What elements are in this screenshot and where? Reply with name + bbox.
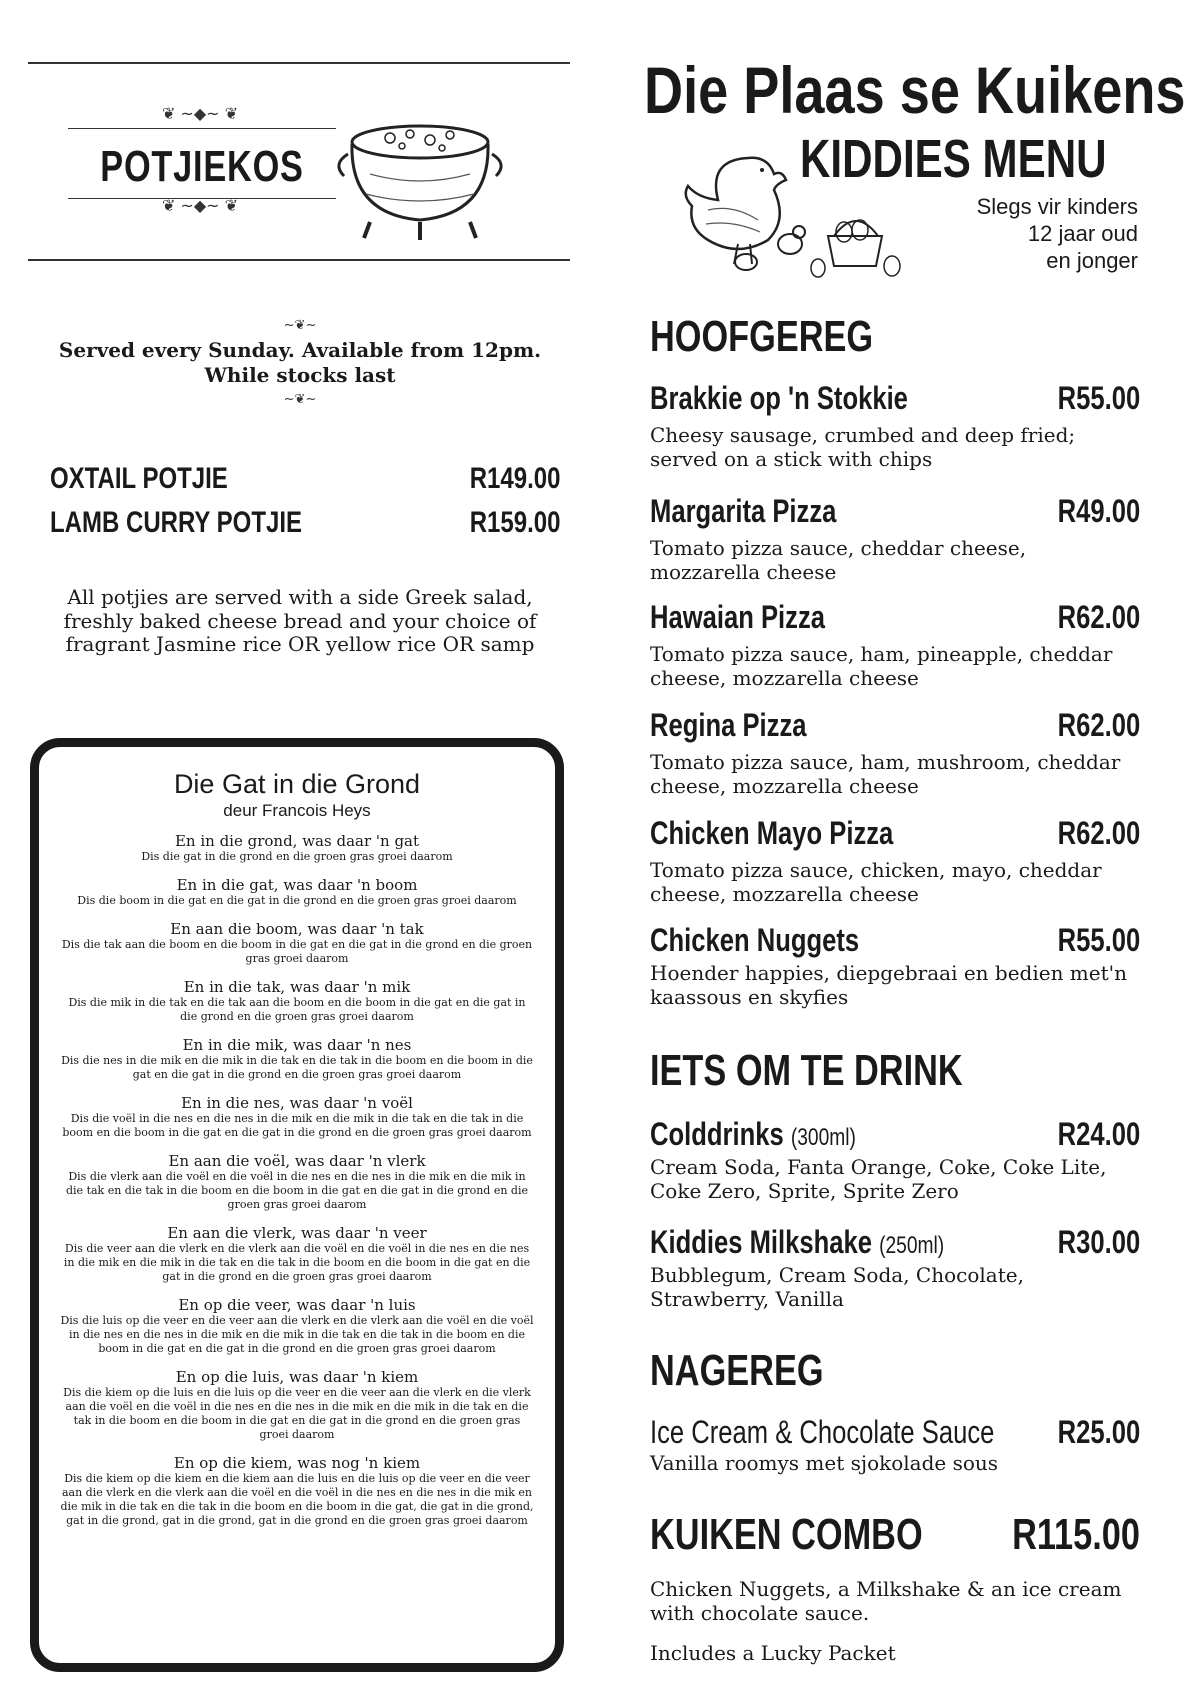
flourish-top: ❦ ~◆~ ❦	[161, 104, 239, 123]
item-name: Regina Pizza	[650, 707, 807, 743]
stanza-line: En in die nes, was daar 'n voël	[181, 1094, 413, 1112]
item-name: Ice Cream & Chocolate Sauce	[650, 1414, 995, 1450]
item-price: R55.00	[1057, 380, 1140, 416]
potjiekos-line-top	[68, 128, 336, 129]
poem-stanzas	[59, 833, 535, 1541]
item-description: Tomato pizza sauce, chicken, mayo, cheddar cheese, mozzarella cheese	[650, 858, 1102, 906]
combo-price: R115.00	[1012, 1510, 1140, 1559]
stanza-refrain: Dis die nes in die mik en die mik in die tak en die tak in die boom en die boom in die gat en die gat in die grond en die groen gras groei daarom	[61, 1054, 533, 1081]
poem-stanza	[59, 1297, 535, 1356]
stanza-line: En aan die voël, was daar 'n vlerk	[168, 1152, 426, 1170]
hen-and-chicks-illustration	[678, 140, 928, 280]
item-description: Tomato pizza sauce, ham, pineapple, cheddar cheese, mozzarella cheese	[650, 642, 1113, 690]
poem-stanza	[59, 877, 535, 908]
stanza-line: En in die mik, was daar 'n nes	[182, 1036, 412, 1054]
item-description: Hoender happies, diepgebraai en bedien met'n kaassous en skyfies	[650, 961, 1128, 1009]
item-description: Vanilla roomys met sjokolade sous	[650, 1451, 999, 1475]
poem-stanza	[59, 1095, 535, 1140]
stanza-refrain: Dis die tak aan die boom en die boom in die gat en die gat in die grond en die groen gras groei daarom	[61, 938, 533, 965]
poem-stanza	[59, 1225, 535, 1284]
stanza-refrain: Dis die mik in die tak en die tak aan die boom en die boom in die gat en die gat in die grond en die groen gras groei daarom	[68, 996, 526, 1023]
stanza-refrain: Dis die luis op die veer en die veer aan die vlerk en die vlerk aan die voël en die voël in die nes en die nes in die mik en die mik in die tak en die tak in die boom en die boom in die gat en die gat in die grond en die groen gras groei daarom	[60, 1314, 534, 1355]
served-note: Served every Sunday. Available from 12pm. While stocks last	[58, 338, 542, 387]
potjie-item	[50, 506, 560, 546]
item-price: R24.00	[1057, 1116, 1140, 1152]
poem-stanza	[59, 1455, 535, 1528]
potjiekos-title: POTJIEKOS	[100, 142, 304, 191]
poem-stanza	[59, 1037, 535, 1082]
item-volume: (300ml)	[790, 1124, 856, 1151]
stanza-line: En op die luis, was daar 'n kiem	[175, 1368, 419, 1386]
flourish-served-top: ~❦~	[283, 318, 317, 333]
potjie-pot-illustration	[330, 104, 510, 244]
age-note-line: en jonger	[1046, 248, 1138, 273]
item-name: Hawaian Pizza	[650, 599, 825, 635]
poem-stanza	[59, 921, 535, 966]
potjie-accompaniment: All potjies are served with a side Greek salad, freshly baked cheese bread and your choice of fragrant Jasmine rice OR yellow rice OR samp	[63, 585, 537, 656]
flourish-bottom: ❦ ~◆~ ❦	[161, 196, 239, 215]
item-name: Margarita Pizza	[650, 493, 837, 529]
stanza-refrain: Dis die gat in die grond en die groen gras groei daarom	[141, 850, 453, 863]
poem-box	[30, 738, 564, 1672]
stanza-refrain: Dis die kiem op die kiem en die kiem aan die luis en die luis op die veer en die veer aan die vlerk en die vlerk aan die voël en die voël in die nes en die nes in die mik en die mik in die tak en die tak in die boom en die boom in die gat, die gat in die grond, gat in die grond, gat in die grond, gat in die grond en die groen gras groei daarom	[60, 1472, 534, 1527]
combo-description: Chicken Nuggets, a Milkshake & an ice cream with chocolate sauce.	[650, 1577, 1122, 1625]
item-price: R55.00	[1057, 922, 1140, 958]
stanza-line: En op die veer, was daar 'n luis	[178, 1296, 416, 1314]
stanza-refrain: Dis die vlerk aan die voël en die voël in die nes en die nes in die mik en die mik in die tak en die tak in die boom en die boom in die gat en die gat in die grond en die groen gras groei daarom	[66, 1170, 528, 1211]
item-description: Cream Soda, Fanta Orange, Coke, Coke Lite, Coke Zero, Sprite, Sprite Zero	[650, 1155, 1107, 1203]
stanza-line: En aan die boom, was daar 'n tak	[170, 920, 424, 938]
section-heading-mains: HOOFGEREG	[650, 312, 874, 361]
item-description: Tomato pizza sauce, cheddar cheese, mozzarella cheese	[650, 536, 1027, 584]
potjie-price: R159.00	[469, 506, 560, 539]
top-rule	[28, 62, 570, 64]
item-price: R25.00	[1057, 1414, 1140, 1450]
item-name-text: Kiddies Milkshake	[650, 1224, 872, 1260]
poem-stanza	[59, 833, 535, 864]
poem-stanza	[59, 979, 535, 1024]
age-note-line: Slegs vir kinders	[976, 194, 1138, 219]
kiddies-menu-title: KIDDIES MENU	[800, 129, 1107, 189]
item-volume: (250ml)	[879, 1232, 945, 1259]
item-price: R62.00	[1057, 815, 1140, 851]
item-description: Cheesy sausage, crumbed and deep fried; served on a stick with chips	[650, 423, 1076, 471]
item-name	[650, 1224, 944, 1261]
age-note-line: 12 jaar oud	[1027, 221, 1138, 246]
item-price: R49.00	[1057, 493, 1140, 529]
bottom-rule	[28, 259, 570, 261]
item-price: R62.00	[1057, 707, 1140, 743]
stanza-line: En aan die vlerk, was daar 'n veer	[167, 1224, 427, 1242]
item-description: Tomato pizza sauce, ham, mushroom, cheddar cheese, mozzarella cheese	[650, 750, 1121, 798]
poem-stanza	[59, 1369, 535, 1442]
potjie-price: R149.00	[469, 462, 560, 495]
stanza-line: En in die tak, was daar 'n mik	[183, 978, 411, 996]
poem-stanza	[59, 1153, 535, 1212]
stanza-line: En in die grond, was daar 'n gat	[174, 832, 420, 850]
stanza-refrain: Dis die boom in die gat en die gat in die grond en die groen gras groei daarom	[77, 894, 517, 907]
brand-title: Die Plaas se Kuikens	[644, 53, 1186, 127]
stanza-refrain: Dis die kiem op die luis en die luis op die veer en die veer aan die vlerk en die vlerk aan die voël en die voël in die nes en die nes in die mik en die mik in die tak en die tak in die boom en die boom in die gat en die gat in die grond en die groen gras groei daarom	[63, 1386, 531, 1441]
item-price: R62.00	[1057, 599, 1140, 635]
poem-title: Die Gat in die Grond	[173, 769, 421, 799]
stanza-line: En in die gat, was daar 'n boom	[176, 876, 418, 894]
combo-extra-note: Includes a Lucky Packet	[650, 1641, 896, 1665]
item-name	[650, 1116, 856, 1153]
potjie-item	[50, 462, 560, 502]
section-heading-dessert: NAGEREG	[650, 1346, 824, 1395]
stanza-refrain: Dis die voël in die nes en die nes in die mik en die mik in die tak en die tak in die boom en die boom in die gat en die gat in die grond en die groen gras groei daarom	[62, 1112, 532, 1139]
combo-title: KUIKEN COMBO	[650, 1510, 923, 1559]
item-name: Chicken Nuggets	[650, 922, 860, 958]
section-heading-drinks: IETS OM TE DRINK	[650, 1046, 963, 1095]
item-description: Bubblegum, Cream Soda, Chocolate, Strawberry, Vanilla	[650, 1263, 1024, 1311]
potjie-name: LAMB CURRY POTJIE	[50, 506, 303, 539]
potjie-name: OXTAIL POTJIE	[50, 462, 228, 495]
poem-author: deur Francois Heys	[223, 801, 371, 820]
item-name: Chicken Mayo Pizza	[650, 815, 894, 851]
age-note	[918, 193, 1138, 274]
stanza-refrain: Dis die veer aan die vlerk en die vlerk aan die voël en die voël in die nes en die nes in die mik en die mik in die tak en die tak in die boom en die boom in die gat en die gat in die grond en die groen gras groei daarom	[63, 1242, 531, 1283]
item-price: R30.00	[1057, 1224, 1140, 1260]
stanza-line: En op die kiem, was nog 'n kiem	[173, 1454, 421, 1472]
item-name-text: Colddrinks	[650, 1116, 784, 1152]
item-name: Brakkie op 'n Stokkie	[650, 380, 908, 416]
flourish-served-bottom: ~❦~	[283, 392, 317, 407]
